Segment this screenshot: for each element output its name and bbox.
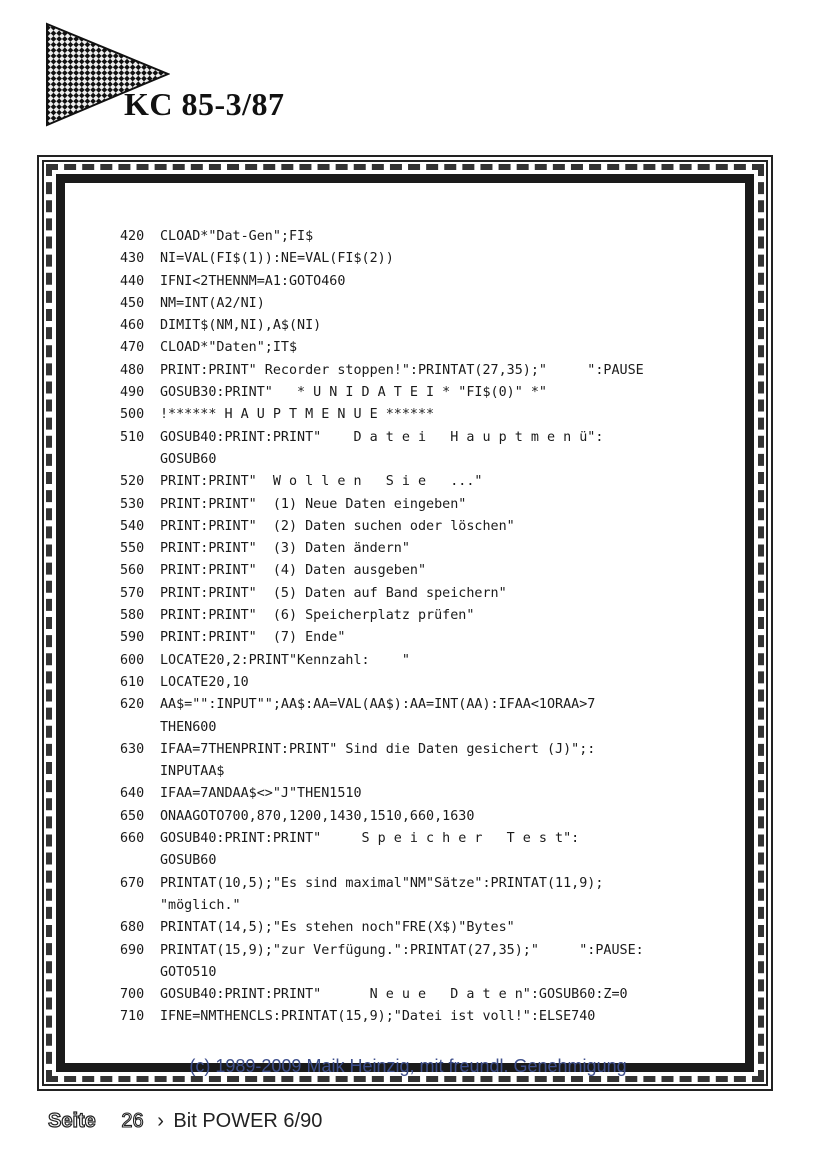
code-line [120, 538, 720, 560]
line-number: 690 [120, 942, 145, 958]
code-line [120, 360, 720, 382]
code-line [120, 293, 720, 315]
line-number: 440 [120, 273, 145, 289]
code-line [120, 895, 720, 917]
code-line [120, 248, 720, 270]
line-code: GOTO510 [160, 964, 217, 980]
code-line [120, 427, 720, 449]
line-code: GOSUB60 [160, 853, 217, 869]
line-number: 640 [120, 786, 145, 802]
line-code: ONAAGOTO700,870,1200,1430,1510,660,1630 [160, 808, 475, 824]
line-code: AA$="":INPUT"";AA$:AA=VAL(AA$):AA=INT(AA):IFAA<1ORAA>7 [160, 697, 596, 713]
line-number: 630 [120, 741, 145, 757]
line-number: 610 [120, 674, 145, 690]
code-line [120, 560, 720, 582]
code-line [120, 627, 720, 649]
line-number: 510 [120, 429, 145, 445]
code-line [120, 449, 720, 471]
code-line [120, 917, 720, 939]
line-code: GOSUB30:PRINT" * U N I D A T E I * "FI$(0)" *" [160, 385, 547, 401]
line-code: PRINT:PRINT" (3) Daten ändern" [160, 541, 410, 557]
line-number: 570 [120, 585, 145, 601]
line-code: PRINTAT(10,5);"Es sind maximal"NM"Sätze":PRINTAT(11,9); [160, 875, 604, 891]
code-line [120, 806, 720, 828]
line-number: 500 [120, 407, 145, 423]
line-code: PRINT:PRINT" (4) Daten ausgeben" [160, 563, 427, 579]
line-code: PRINT:PRINT" (5) Daten auf Band speichern" [160, 585, 507, 601]
line-code: IFAA=7ANDAA$<>"J"THEN1510 [160, 786, 362, 802]
line-number: 480 [120, 362, 145, 378]
code-line [120, 271, 720, 293]
code-line [120, 984, 720, 1006]
code-line [120, 583, 720, 605]
code-line [120, 315, 720, 337]
line-code: GOSUB40:PRINT:PRINT" N e u e D a t e n":GOSUB60:Z=0 [160, 987, 628, 1003]
footer-magazine: Bit POWER 6/90 [173, 1110, 323, 1132]
line-number: 520 [120, 474, 145, 490]
line-number: 420 [120, 229, 145, 244]
line-code: THEN600 [160, 719, 217, 735]
line-code: PRINT:PRINT" (2) Daten suchen oder löschen" [160, 518, 515, 534]
line-number: 700 [120, 987, 145, 1003]
line-code: IFNI<2THENNM=A1:GOTO460 [160, 273, 346, 289]
line-code: PRINTAT(14,5);"Es stehen noch"FRE(X$)"Bytes" [160, 920, 515, 936]
line-number: 560 [120, 563, 145, 579]
code-line [120, 471, 720, 493]
line-number: 450 [120, 295, 145, 311]
code-line [120, 404, 720, 426]
line-code: PRINT:PRINT" (7) Ende" [160, 630, 346, 646]
line-number: 470 [120, 340, 145, 356]
code-line [120, 873, 720, 895]
line-code: CLOAD*"Dat-Gen";FI$ [160, 229, 314, 244]
code-line [120, 761, 720, 783]
code-line [120, 717, 720, 739]
line-code: CLOAD*"Daten";IT$ [160, 340, 298, 356]
line-number: 460 [120, 318, 145, 334]
line-number: 680 [120, 920, 145, 936]
code-line [120, 516, 720, 538]
line-code: NM=INT(A2/NI) [160, 295, 265, 311]
line-number: 580 [120, 608, 145, 624]
line-code: "möglich." [160, 897, 241, 913]
code-line [120, 940, 720, 962]
line-number: 530 [120, 496, 145, 512]
code-line [120, 605, 720, 627]
line-number: 620 [120, 697, 145, 713]
line-code: PRINTAT(15,9);"zur Verfügung.":PRINTAT(27,35);" ":PAUSE: [160, 942, 644, 958]
line-code: LOCATE20,2:PRINT"Kennzahl: " [160, 652, 410, 668]
line-code: GOSUB40:PRINT:PRINT" S p e i c h e r T e s t": [160, 831, 580, 847]
code-line [120, 694, 720, 716]
code-line [120, 783, 720, 805]
line-code: IFNE=NMTHENCLS:PRINTAT(15,9);"Datei ist voll!":ELSE740 [160, 1009, 596, 1025]
basic-listing [120, 226, 720, 1029]
footer-arrow-icon: › [157, 1110, 164, 1132]
code-line [120, 672, 720, 694]
line-code: INPUTAA$ [160, 764, 225, 780]
line-number: 590 [120, 630, 145, 646]
code-line [120, 739, 720, 761]
line-code: PRINT:PRINT" W o l l e n S i e ..." [160, 474, 483, 490]
line-number: 430 [120, 251, 145, 267]
footer-page-number: 26 [121, 1110, 144, 1132]
code-line [120, 382, 720, 404]
line-number: 490 [120, 385, 145, 401]
page-footer [48, 1110, 322, 1133]
line-number: 710 [120, 1009, 145, 1025]
line-number: 550 [120, 541, 145, 557]
line-code: DIMIT$(NM,NI),A$(NI) [160, 318, 322, 334]
code-line [120, 494, 720, 516]
line-code: PRINT:PRINT" (1) Neue Daten eingeben" [160, 496, 467, 512]
line-code: NI=VAL(FI$(1)):NE=VAL(FI$(2)) [160, 251, 394, 267]
line-code: IFAA=7THENPRINT:PRINT" Sind die Daten gesichert (J)";: [160, 741, 596, 757]
code-line [120, 850, 720, 872]
code-line [120, 226, 720, 248]
copyright-note: (c) 1989-2009 Maik Heinzig, mit freundl. Genehmigung [189, 1056, 627, 1076]
footer-seite: Seite [48, 1110, 96, 1132]
code-line [120, 1006, 720, 1028]
line-number: 660 [120, 831, 145, 847]
code-line [120, 828, 720, 850]
code-line [120, 962, 720, 984]
line-number: 540 [120, 518, 145, 534]
line-code: GOSUB40:PRINT:PRINT" D a t e i H a u p t m e n ü": [160, 429, 604, 445]
line-code: PRINT:PRINT" Recorder stoppen!":PRINTAT(27,35);" ":PAUSE [160, 362, 644, 378]
line-code: PRINT:PRINT" (6) Speicherplatz prüfen" [160, 608, 475, 624]
page-title: KC 85-3/87 [124, 86, 285, 122]
line-number: 670 [120, 875, 145, 891]
code-line [120, 650, 720, 672]
line-code: LOCATE20,10 [160, 674, 249, 690]
code-line [120, 337, 720, 359]
line-code: GOSUB60 [160, 451, 217, 467]
line-code: !****** H A U P T M E N U E ****** [160, 407, 435, 423]
line-number: 650 [120, 808, 145, 824]
line-number: 600 [120, 652, 145, 668]
